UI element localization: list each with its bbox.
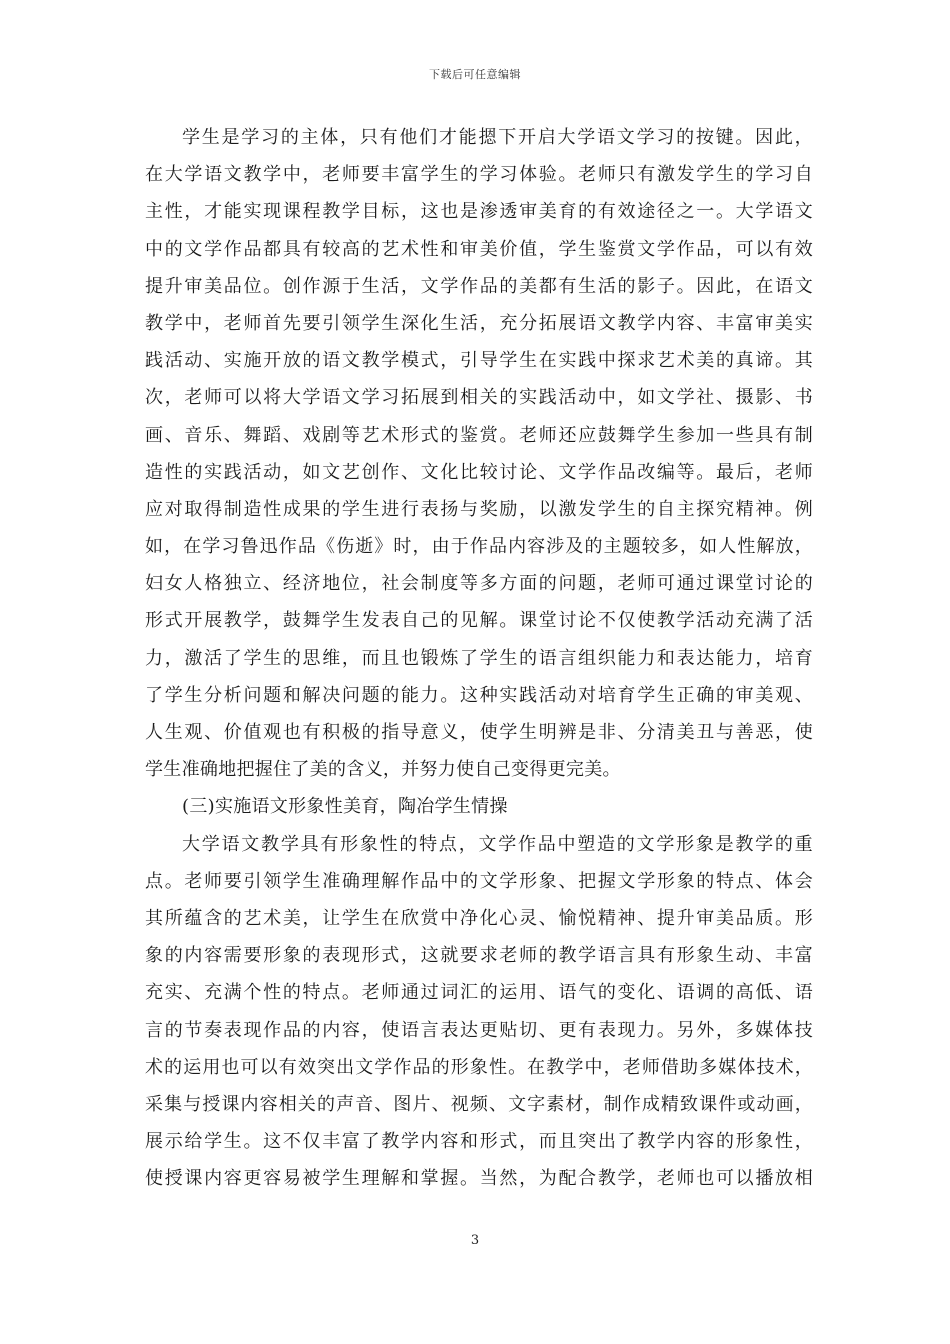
text-line: 应对取得制造性成果的学生进行表扬与奖励，以激发学生的自主探究精神。例 [145, 498, 813, 520]
text-line: 提升审美品位。创作源于生活，文学作品的美都有生活的影子。因此，在语文 [145, 275, 813, 297]
text-line: 了学生分析问题和解决问题的能力。这种实践活动对培育学生正确的审美观、 [145, 684, 813, 706]
section-heading: (三)实施语文形象性美育，陶冶学生情操 [182, 796, 508, 818]
text-line: 象的内容需要形象的表现形式，这就要求老师的教学语言具有形象生动、丰富 [145, 945, 813, 967]
text-line: 人生观、价值观也有积极的指导意义，使学生明辨是非、分清美丑与善恶，使 [145, 722, 813, 743]
text-line: 形式开展教学，鼓舞学生发表自己的见解。课堂讨论不仅使教学活动充满了活 [145, 610, 813, 632]
text-line: 充实、充满个性的特点。老师通过词汇的运用、语气的变化、语调的高低、语 [145, 982, 813, 1004]
text-line: 画、音乐、舞蹈、戏剧等艺术形式的鉴赏。老师还应鼓舞学生参加一些具有制 [145, 424, 813, 446]
page-number: 3 [470, 1233, 480, 1248]
text-line: 术的运用也可以有效突出文学作品的形象性。在教学中，老师借助多媒体技术， [145, 1056, 813, 1078]
text-line: 学生是学习的主体，只有他们才能摁下开启大学语文学习的按键。因此， [182, 127, 813, 148]
text-line: 造性的实践活动，如文艺创作、文化比较讨论、文学作品改编等。最后，老师 [145, 461, 813, 483]
text-line: 在大学语文教学中，老师要丰富学生的学习体验。老师只有激发学生的学习自 [145, 164, 813, 186]
text-line: 中的文学作品都具有较高的艺术性和审美价值，学生鉴赏文学作品，可以有效 [145, 238, 813, 260]
page-header: 下载后可任意编辑 [429, 68, 521, 81]
text-line: 次，老师可以将大学语文学习拓展到相关的实践活动中，如文学社、摄影、书 [145, 387, 813, 409]
text-line: 展示给学生。这不仅丰富了教学内容和形式，而且突出了教学内容的形象性， [145, 1131, 813, 1153]
text-line: 力，激活了学生的思维，而且也锻炼了学生的语言组织能力和表达能力，培育 [145, 647, 813, 669]
text-line: 学生准确地把握住了美的含义，并努力使自己变得更完美。 [145, 759, 621, 781]
document-body [145, 119, 813, 1197]
text-line: 主性，才能实现课程教学目标，这也是渗透审美育的有效途径之一。大学语文 [145, 201, 813, 223]
text-line: 如，在学习鲁迅作品《伤逝》时，由于作品内容涉及的主题较多，如人性解放， [145, 536, 813, 558]
text-line: 妇女人格独立、经济地位，社会制度等多方面的问题，老师可通过课堂讨论的 [145, 573, 813, 595]
text-line: 点。老师要引领学生准确理解作品中的文学形象、把握文学形象的特点、体会 [145, 870, 813, 892]
text-line: 采集与授课内容相关的声音、图片、视频、文字素材，制作成精致课件或动画， [145, 1093, 813, 1115]
text-line: 践活动、实施开放的语文教学模式，引导学生在实践中探求艺术美的真谛。其 [145, 350, 813, 372]
text-line: 使授课内容更容易被学生理解和掌握。当然，为配合教学，老师也可以播放相 [145, 1168, 813, 1190]
text-line: 教学中，老师首先要引领学生深化生活，充分拓展语文教学内容、丰富审美实 [145, 312, 813, 334]
text-line: 其所蕴含的艺术美，让学生在欣赏中净化心灵、愉悦精神、提升审美品质。形 [145, 907, 813, 929]
text-line: 言的节奏表现作品的内容，使语言表达更贴切、更有表现力。另外，多媒体技 [145, 1019, 813, 1041]
text-line: 大学语文教学具有形象性的特点，文学作品中塑造的文学形象是教学的重 [182, 833, 813, 855]
